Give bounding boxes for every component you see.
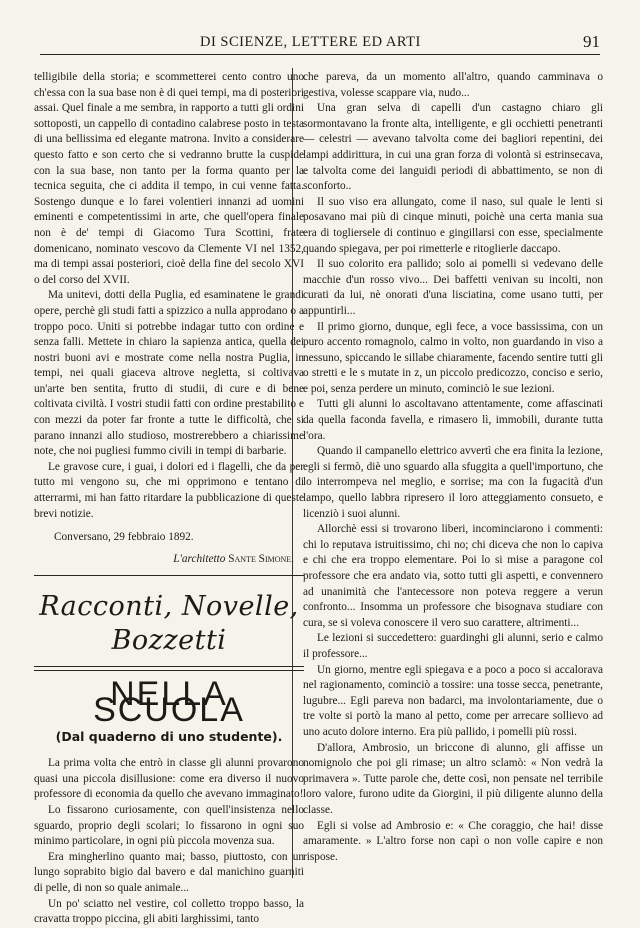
signature-role: L'architetto bbox=[173, 552, 226, 565]
paragraph: Il suo viso era allungato, come il naso, sul quale le lenti si posavano mai più di cinque minuti, poichè una certa mania sua era di togliersele di continuo e gingillarsi con esse, specialmente quando spiegava, per poi rimetterle e ritoglierle daccapo. bbox=[303, 195, 603, 255]
section-title: Racconti, Novelle, Bozzetti bbox=[39, 591, 299, 657]
header-rule bbox=[40, 54, 600, 55]
double-rule bbox=[34, 666, 304, 671]
paragraph: telligibile della storia; e scommetterei cento contro uno ch'essa con la sua base non è di quei tempi, ma di posteriori assai. Quel finale a me sembra, in rapporto a tutti gli ordini sottoposti, un cappello di contadino calabrese posto in testa di una bellissima ed elegante matrona. Invito a considerare questo fatto e son certo che si vedranno brutte la cuspide con la sua base, non tanto per la forma quanto per la tecnica seguita, che ci addita il tempo, in cui venne fatta. Sostengo dunque e lo farei volentieri innanzi ad uomini eminenti e competentissimi in arte, che quell'opera finale non è de' tempi di Giacomo Tura Scottini, frate domenicano, nominato vescovo da Clemente VI nel 1352, ma di tempi assai posteriori, cioè della fine del secolo XVI o del corso del XVII. bbox=[34, 71, 304, 286]
paragraph: Una gran selva di capelli d'un castagno chiaro gli sormontavano la fronte alta, intelligente, e gli occhietti penetranti — celestri — avevano talvolta come dei bagliori repentini, dei lampi addirittura, in cui una gran forza di volontà si estrinsecava, e talvolta come dei languidi periodi di abbattimento, se non di sconforto.. bbox=[303, 102, 603, 193]
journal-title: DI SCIENZE, LETTERE ED ARTI bbox=[200, 34, 421, 50]
story-subtitle: (Dal quaderno di uno studente). bbox=[55, 728, 283, 744]
paragraph: La prima volta che entrò in classe gli alunni provarono quasi una piccola disillusione: come era diverso il nuovo professore di economia da quello che avevano immaginato! bbox=[34, 757, 304, 801]
paragraph: Quando il campanello elettrico avvertì che era finita la lezione, egli si fermò, diè uno sguardo alla sfuggita a quell'importuno, che lo interrompeva nel meglio, e sorrise; ma con la fugacità d'un lampo, quello labbra ripresero il loro atteggiamento consueto, e licenziò i suoi alunni. bbox=[303, 445, 603, 520]
paragraph: D'allora, Ambrosio, un briccone di alunno, gli affisse un nomignolo che poi gli rimase; un altro sclamò: « Non vedrà la primavera ». Tutte parole che, dette così, non pensate nel terribile loro valore, furono udite da Giorgini, il più diligente alunno della classe. bbox=[303, 741, 603, 816]
paragraph: Un po' sciatto nel vestire, col colletto troppo basso, la cravatta troppo piccina, gli abiti larghissimi, tanto bbox=[34, 897, 304, 926]
story-title: NELLA SCUOLA bbox=[93, 675, 245, 729]
signature-name: Sante Simone. bbox=[228, 552, 294, 565]
separator-rule bbox=[34, 575, 304, 576]
paragraph: Era mingherlino quanto mai; basso, piuttosto, con un lungo soprabito bigio dal bavero e dal manichino guarniti di pelle, di non so quale animale... bbox=[34, 850, 304, 894]
date-line: Conversano, 29 febbraio 1892. bbox=[54, 531, 194, 544]
paragraph: Tutti gli alunni lo ascoltavano attentamente, come affascinati da quella faconda favella, e rimasero lì, immobili, durante tutta l'ora. bbox=[303, 398, 603, 442]
paragraph: Allorchè essi si trovarono liberi, incominciarono i commenti: chi lo reputava istruitissimo, chi no; chi diceva che non lo capiva e chi che era troppo elementare. Poi lo si mise a paragone col professore che era andato via, sotto tutti gli aspetti, e convennero ad unanimità che l'antecessore non poteva reggere a verun confronto... Insomma un professore che bisognava studiare con cura, se si voleva conoscere il vero suo carattere, altrimenti... bbox=[303, 523, 603, 629]
running-header bbox=[40, 30, 600, 58]
paragraph: Il suo colorito era pallido; solo ai pomelli si vedevano delle macchie d'un rosso vivo... Dei baffetti venivan su incolti, non curati da lui, nè onorati d'una lisciatina, come usano tutti, per appuntirli... bbox=[303, 258, 603, 317]
left-column bbox=[34, 70, 304, 928]
paragraph: Ma unitevi, dotti della Puglia, ed esaminatene le grandi opere, perchè gli studi fatti a spizzico a nulla approdano o a troppo poco. Uniti si potrebbe indagar tutto con ordine e senza falli. Mettete in chiaro la sapienza antica, quella dei nostri buoni avi e mostrate come nella nostra Puglia, in tempi, nei quali giaceva altrove negletta, si coltivava un'arte ben sentita, frutto di studii, di cure e di bene coltivata civiltà. I vostri studii fatti con ordine prestabilito e con mezzi da poter far fronte a tutte le difficoltà, che si parano innanzi allo studioso, mostrerebbero a chiarissime note, che noi pugliesi fummo civili in tempi di barbarie. bbox=[34, 289, 304, 458]
paragraph: Lo fissarono curiosamente, con quell'insistenza nello sguardo, proprio degli scolari; lo fissarono in ogni suo minimo particolare, in ogni più piccola movenza sua. bbox=[34, 803, 304, 848]
page-number: 91 bbox=[583, 32, 600, 51]
paragraph: che pareva, da un momento all'altro, quando camminava o gestiva, volesse scappare via, nudo... bbox=[303, 71, 603, 99]
paragraph: Le lezioni si succedettero: guardinghi gli alunni, serio e calmo il professore... bbox=[303, 632, 603, 660]
signature bbox=[34, 552, 304, 568]
paragraph: Egli si volse ad Ambrosio e: « Che coraggio, che hai! disse amaramente. » L'altro forse non capì o non volle capire e non rispose. bbox=[303, 819, 603, 863]
right-column bbox=[303, 70, 603, 865]
paragraph: Le gravose cure, i guai, i dolori ed i flagelli, che da per tutto mi vengono su, che mi opprimono e tentano di atterrarmi, mi han fatto ritardare la pubblicazione di queste brevi notizie. bbox=[34, 460, 304, 520]
paragraph: Il primo giorno, dunque, egli fece, a voce bassissima, con un puro accento romagnolo, calmo in volto, non guardando in viso a nessuno, spiccando le sillabe chiaramente, facendo sentire tutti gli o stretti e le s mutate in z, un piccolo predicozzo, conciso e serio, e poi, senza perdere un minuto, cominciò le sue lezioni. bbox=[303, 320, 603, 395]
paragraph: Un giorno, mentre egli spiegava e a poco a poco si accalorava nel ragionamento, cominciò a tossire: una tosse secca, penetrante, lugubre... Egli pareva non badarci, ma involontariamente, due o tre volte si portò la mano al petto, come per arrecare sollievo ad uno acuto dolore interno. Era più pallido, i pomelli più rossi. bbox=[303, 663, 603, 738]
